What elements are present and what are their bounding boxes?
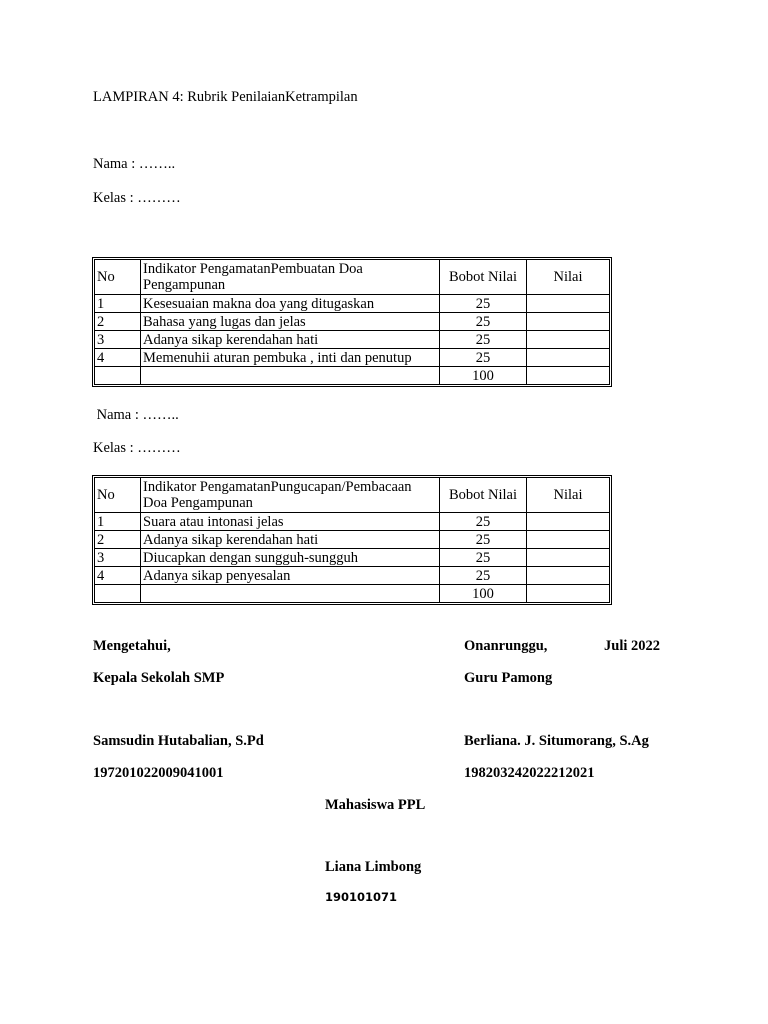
row-indikator: Kesesuaian makna doa yang ditugaskan xyxy=(141,295,440,313)
rubric-table-pengucapan xyxy=(92,475,612,605)
total-nilai[interactable] xyxy=(527,585,609,602)
row-indikator: Adanya sikap kerendahan hati xyxy=(141,331,440,349)
table-row xyxy=(95,549,609,567)
total-nilai[interactable] xyxy=(527,367,609,384)
row-no: 4 xyxy=(95,567,141,585)
total-indikator xyxy=(141,585,440,602)
header-nilai: Nilai xyxy=(527,260,609,295)
row-indikator: Suara atau intonasi jelas xyxy=(141,513,440,531)
row-indikator: Adanya sikap penyesalan xyxy=(141,567,440,585)
signature-place: Onanrunggu, xyxy=(464,638,548,654)
mengetahui-label: Mengetahui, xyxy=(93,638,171,654)
kepala-sekolah-name: Samsudin Hutabalian, S.Pd xyxy=(93,733,264,749)
kelas-field-2: Kelas : ……… xyxy=(93,440,181,456)
table-row xyxy=(95,513,609,531)
row-no: 1 xyxy=(95,295,141,313)
table-row xyxy=(95,313,609,331)
row-no: 2 xyxy=(95,313,141,331)
page-heading: LAMPIRAN 4: Rubrik PenilaianKetrampilan xyxy=(93,89,358,105)
header-bobot: Bobot Nilai xyxy=(440,478,527,513)
table-row xyxy=(95,331,609,349)
table-row xyxy=(95,349,609,367)
row-bobot: 25 xyxy=(440,349,527,367)
total-indikator xyxy=(141,367,440,384)
mahasiswa-nim: 190101071 xyxy=(325,890,398,904)
table-total-row xyxy=(95,585,609,602)
row-indikator: Bahasa yang lugas dan jelas xyxy=(141,313,440,331)
table-row xyxy=(95,567,609,585)
row-no: 3 xyxy=(95,549,141,567)
header-indikator: Indikator PengamatanPembuatan Doa Pengampunan xyxy=(141,260,440,295)
row-bobot: 25 xyxy=(440,531,527,549)
row-nilai[interactable] xyxy=(527,295,609,313)
table-header-row xyxy=(95,260,609,295)
row-indikator: Adanya sikap kerendahan hati xyxy=(141,531,440,549)
header-bobot: Bobot Nilai xyxy=(440,260,527,295)
table-row xyxy=(95,531,609,549)
guru-pamong-nip: 198203242022212021 xyxy=(464,765,595,781)
row-nilai[interactable] xyxy=(527,331,609,349)
signature-date: Juli 2022 xyxy=(604,638,660,654)
total-bobot: 100 xyxy=(440,585,527,602)
table-row xyxy=(95,295,609,313)
row-bobot: 25 xyxy=(440,549,527,567)
header-no: No xyxy=(95,260,141,295)
row-no: 4 xyxy=(95,349,141,367)
mahasiswa-role: Mahasiswa PPL xyxy=(325,797,426,813)
row-indikator: Memenuhii aturan pembuka , inti dan penutup xyxy=(141,349,440,367)
header-indikator: Indikator PengamatanPungucapan/Pembacaan Doa Pengampunan xyxy=(141,478,440,513)
row-nilai[interactable] xyxy=(527,313,609,331)
nama-field-1: Nama : …….. xyxy=(93,156,176,172)
row-bobot: 25 xyxy=(440,331,527,349)
nama-field-2: Nama : …….. xyxy=(93,407,179,423)
header-no: No xyxy=(95,478,141,513)
row-nilai[interactable] xyxy=(527,513,609,531)
row-bobot: 25 xyxy=(440,295,527,313)
row-nilai[interactable] xyxy=(527,549,609,567)
row-no: 2 xyxy=(95,531,141,549)
row-bobot: 25 xyxy=(440,513,527,531)
kepala-sekolah-role: Kepala Sekolah SMP xyxy=(93,670,225,686)
row-bobot: 25 xyxy=(440,567,527,585)
table-header-row xyxy=(95,478,609,513)
row-nilai[interactable] xyxy=(527,567,609,585)
kepala-sekolah-nip: 197201022009041001 xyxy=(93,765,224,781)
row-indikator: Diucapkan dengan sungguh-sungguh xyxy=(141,549,440,567)
table-total-row xyxy=(95,367,609,384)
kelas-field-1: Kelas : ……… xyxy=(93,190,181,206)
row-nilai[interactable] xyxy=(527,531,609,549)
total-no xyxy=(95,585,141,602)
row-nilai[interactable] xyxy=(527,349,609,367)
total-no xyxy=(95,367,141,384)
row-no: 1 xyxy=(95,513,141,531)
guru-pamong-role: Guru Pamong xyxy=(464,670,553,686)
rubric-table-pembuatan xyxy=(92,257,612,387)
row-bobot: 25 xyxy=(440,313,527,331)
total-bobot: 100 xyxy=(440,367,527,384)
row-no: 3 xyxy=(95,331,141,349)
header-nilai: Nilai xyxy=(527,478,609,513)
guru-pamong-name: Berliana. J. Situmorang, S.Ag xyxy=(464,733,649,749)
mahasiswa-name: Liana Limbong xyxy=(325,859,422,875)
